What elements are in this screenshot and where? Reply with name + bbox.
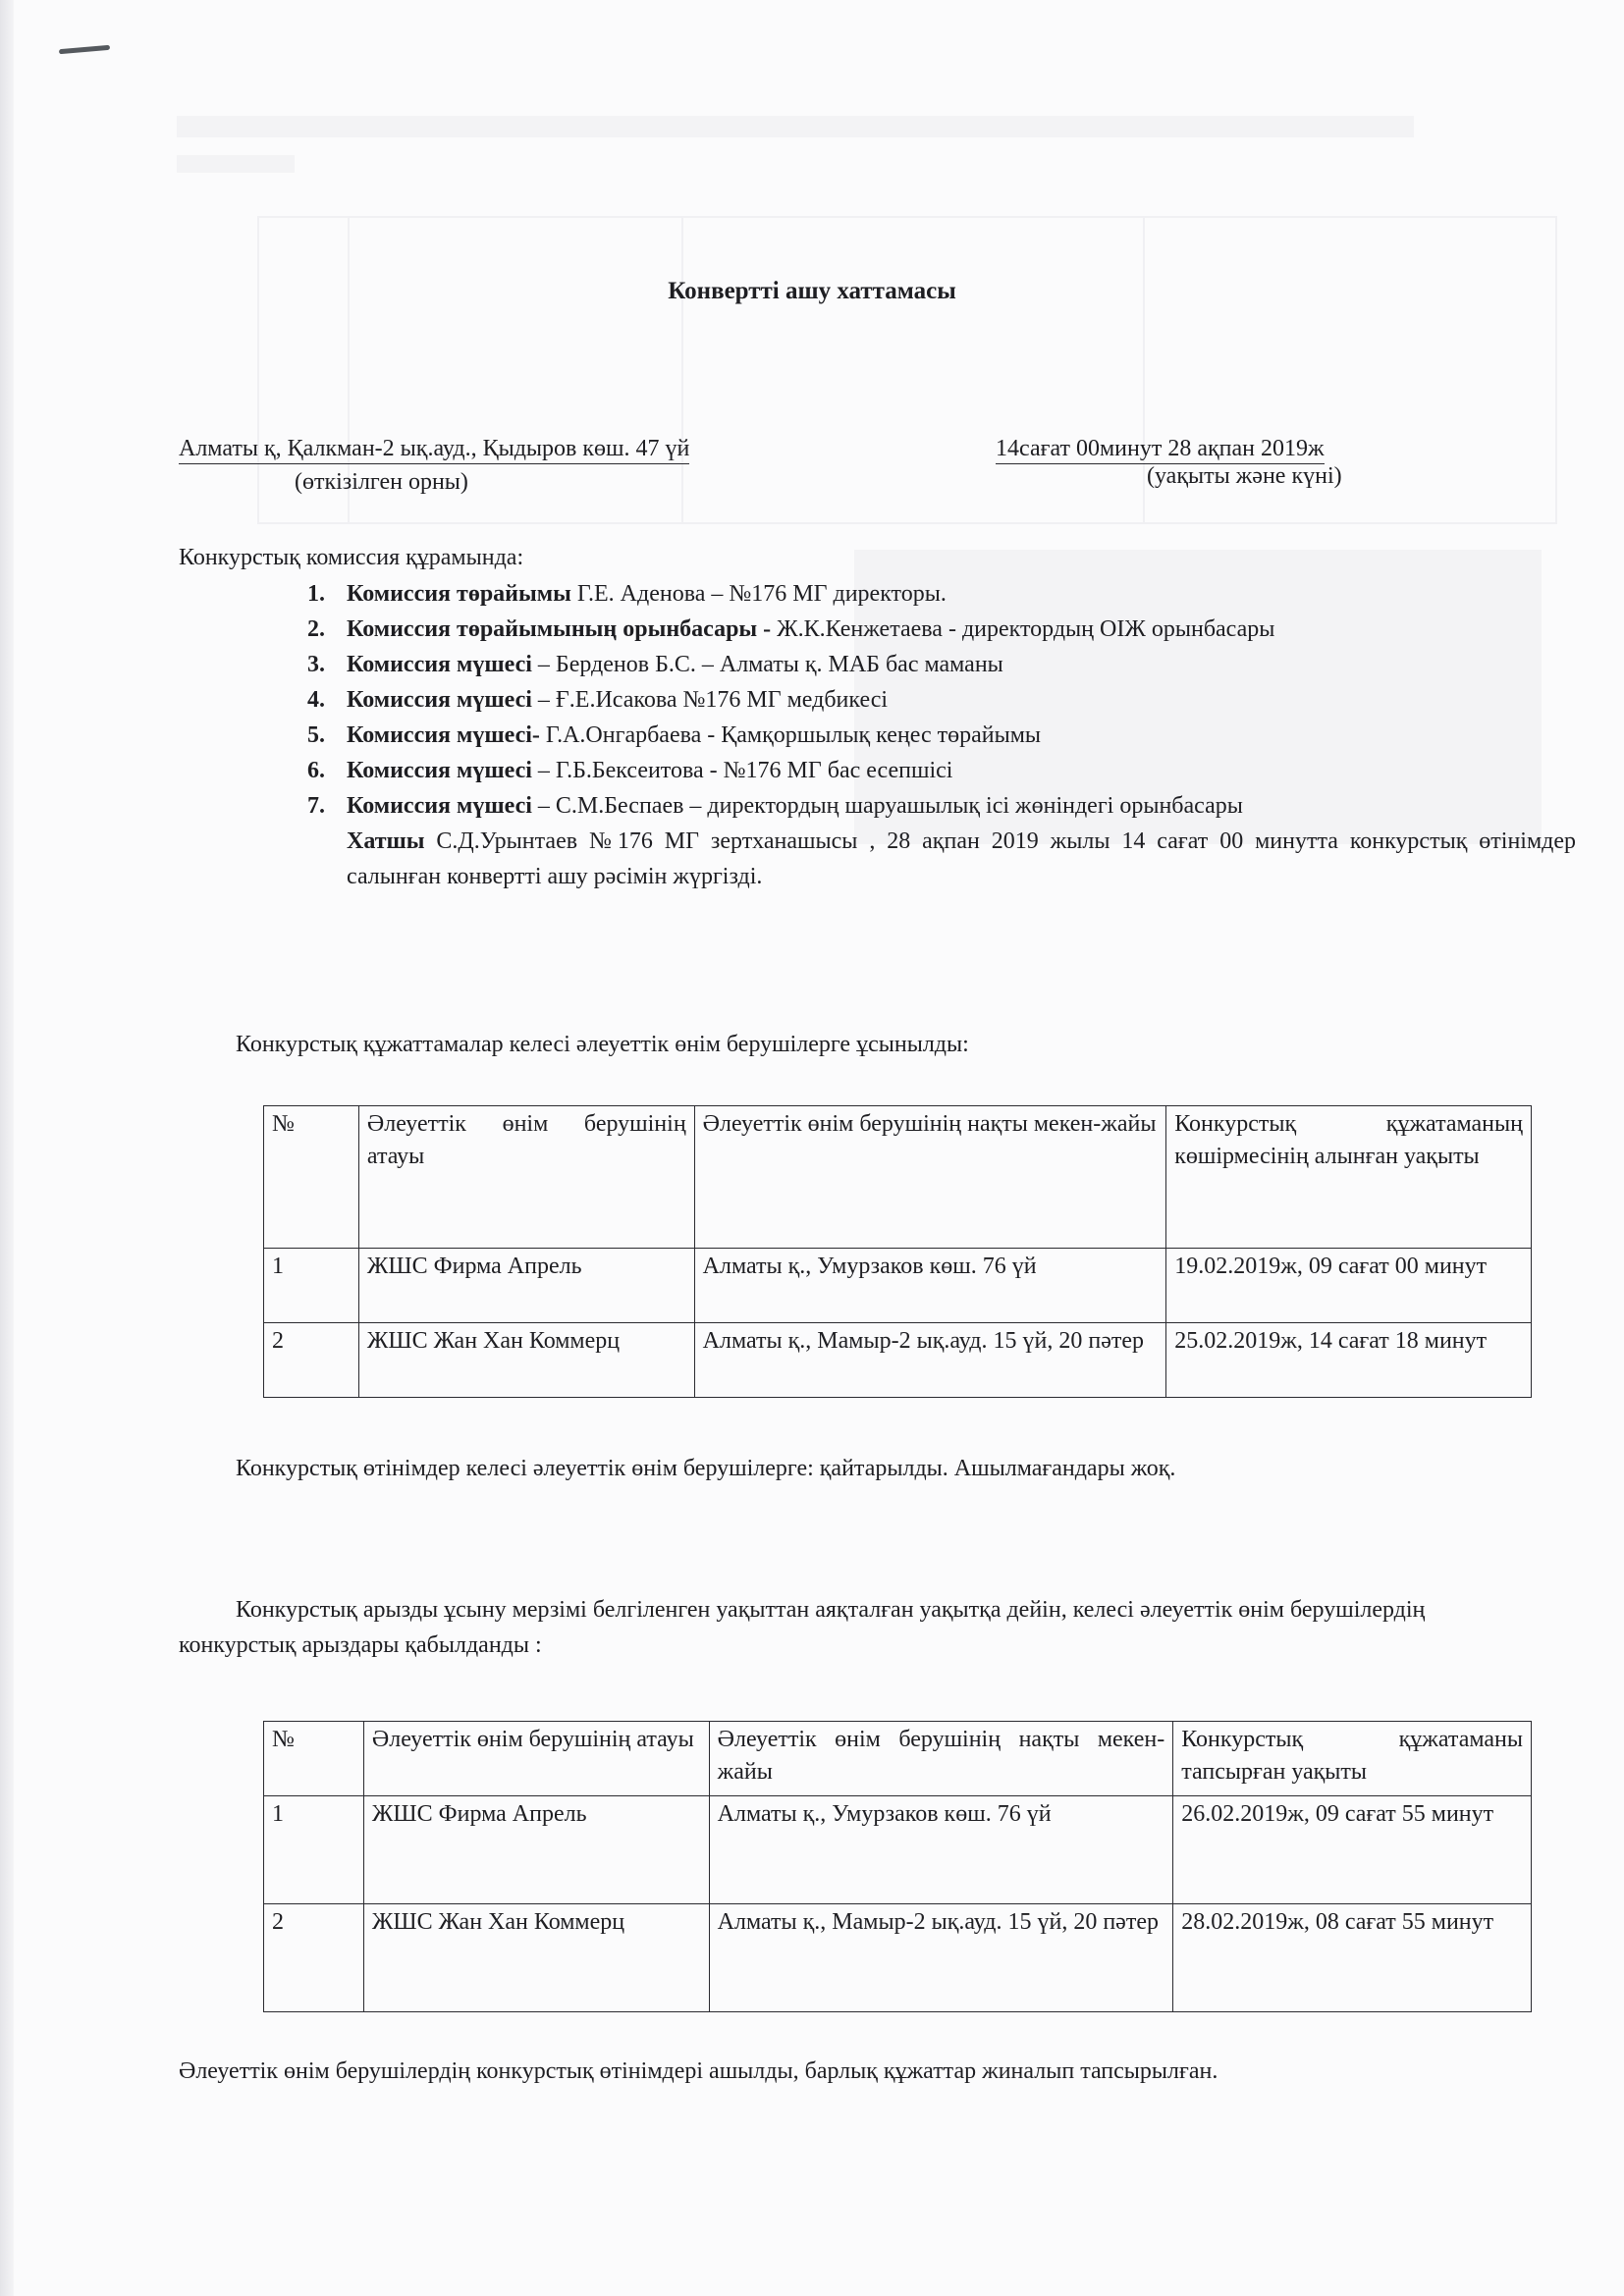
member-text: – Берденов Б.С. – Алматы қ. МАБ бас маманы — [531, 652, 1003, 677]
para-accepted: Конкурстық арызды ұсыну мерзімі белгіленген уақыттан аяқталған уақытқа дейін, келесі әлеуеттік өнім берушілердің конкурстық арыздары қабылданды : — [179, 1597, 1426, 1658]
datetime-value: 14сағат 00минут 28 ақпан 2019ж — [996, 434, 1325, 464]
member-item — [307, 718, 1576, 753]
table-row — [264, 1249, 1532, 1323]
page-title: Конвертті ашу хаттамасы — [668, 278, 956, 304]
member-role: Комиссия мүшесі — [347, 652, 532, 677]
table-row — [264, 1796, 1532, 1904]
cell-supplier-name: ЖШС Жан Хан Коммерц — [358, 1323, 694, 1398]
header-cell: Әлеуеттік өнім берушінің атауы — [363, 1722, 709, 1796]
header-cell: № — [264, 1722, 364, 1796]
header-cell: Конкурстық құжатаманың көшірмесінің алынған уақыты — [1166, 1106, 1532, 1249]
cell-supplier-name: ЖШС Фирма Апрель — [358, 1249, 694, 1323]
header-cell: Конкурстық құжатаманы тапсырған уақыты — [1173, 1722, 1532, 1796]
bleed-through-line — [177, 116, 1414, 137]
cell-address: Алматы қ., Умурзаков көш. 76 үй — [694, 1249, 1166, 1323]
member-role: Комиссия мүшесі — [347, 758, 532, 783]
para-conclusion: Әлеуеттік өнім берушілердің конкурстық өтінімдері ашылды, барлық құжаттар жиналып тапсырылған. — [179, 2058, 1218, 2084]
member-item — [307, 576, 1576, 612]
header-cell: Әлеуеттік өнім берушінің нақты мекен-жайы — [709, 1722, 1173, 1796]
para-docs-provided: Конкурстық құжаттамалар келесі әлеуеттік өнім берушілерге ұсынылды: — [236, 1032, 969, 1057]
member-role: Комиссия мүшесі- — [347, 722, 540, 748]
cell-address: Алматы қ., Мамыр-2 ық.ауд. 15 үй, 20 пәтер — [709, 1904, 1173, 2012]
table-header-row — [264, 1106, 1532, 1249]
secretary-text: С.Д.Урынтаев №176 МГ зертханашысы , 28 ақпан 2019 жылы 14 сағат 00 минутта конкурстық өтінімдер салынған конвертті ашу рәсімін жүргізді. — [347, 828, 1576, 889]
member-number: 3. — [307, 652, 325, 677]
cell-time: 19.02.2019ж, 09 сағат 00 минут — [1166, 1249, 1532, 1323]
member-number: 4. — [307, 687, 325, 713]
member-role: Комиссия мүшесі — [347, 793, 532, 819]
member-item — [307, 612, 1576, 647]
corner-pen-mark — [59, 45, 110, 55]
scan-edge — [0, 0, 14, 2296]
para-returned: Конкурстық өтінімдер келесі әлеуеттік өнім берушілерге: қайтарылды. Ашылмағандары жоқ. — [236, 1456, 1176, 1481]
cell-address: Алматы қ., Умурзаков көш. 76 үй — [709, 1796, 1173, 1904]
member-text: Г.А.Онгарбаева - Қамқоршылық кеңес төрайымы — [539, 722, 1042, 748]
member-role: Комиссия төрайымы — [347, 581, 571, 607]
cell-number: 2 — [264, 1323, 359, 1398]
table-header-row — [264, 1722, 1532, 1796]
member-item — [307, 788, 1576, 824]
member-role: Комиссия мүшесі — [347, 687, 532, 713]
cell-number: 2 — [264, 1904, 364, 2012]
member-text: – Г.Б.Бексеитова - №176 МГ бас есепшісі — [531, 758, 953, 783]
cell-time: 26.02.2019ж, 09 сағат 55 минут — [1173, 1796, 1532, 1904]
member-number: 7. — [307, 793, 325, 819]
header-cell: № — [264, 1106, 359, 1249]
bleed-through-line — [177, 155, 295, 173]
datetime-caption: (уақыты және күні) — [1147, 463, 1342, 489]
table-applications — [263, 1721, 1532, 2012]
member-item — [307, 753, 1576, 788]
table-docs-provided — [263, 1105, 1532, 1398]
member-item — [307, 682, 1576, 718]
venue-value: Алматы қ, Қалкман-2 ық.ауд., Қыдыров көш. 47 үй — [179, 434, 689, 464]
table-row — [264, 1904, 1532, 2012]
cell-supplier-name: ЖШС Фирма Апрель — [363, 1796, 709, 1904]
member-text: Ж.К.Кенжетаева - директордың ОІЖ орынбасары — [771, 616, 1275, 642]
member-text: – Ғ.Е.Исакова №176 МГ медбикесі — [531, 687, 889, 713]
member-number: 2. — [307, 616, 325, 642]
member-number: 1. — [307, 581, 325, 607]
member-role: Комиссия төрайымының орынбасары - — [347, 616, 772, 642]
member-text: – С.М.Беспаев – директордың шаруашылық ісі жөніндегі орынбасары — [531, 793, 1243, 819]
header-cell: Әлеуеттік өнім берушінің нақты мекен-жайы — [694, 1106, 1166, 1249]
secretary-item — [347, 824, 1576, 894]
member-number: 5. — [307, 722, 325, 748]
cell-supplier-name: ЖШС Жан Хан Коммерц — [363, 1904, 709, 2012]
venue-caption: (өткізілген орны) — [295, 469, 468, 495]
cell-number: 1 — [264, 1796, 364, 1904]
cell-time: 25.02.2019ж, 14 сағат 18 минут — [1166, 1323, 1532, 1398]
commission-intro: Конкурстық комиссия құрамында: — [179, 545, 524, 570]
member-text: Г.Е. Аденова – №176 МГ директоры. — [570, 581, 947, 607]
cell-number: 1 — [264, 1249, 359, 1323]
secretary-role: Хатшы — [347, 828, 425, 854]
cell-time: 28.02.2019ж, 08 сағат 55 минут — [1173, 1904, 1532, 2012]
commission-members-list — [302, 576, 1576, 894]
cell-address: Алматы қ., Мамыр-2 ық.ауд. 15 үй, 20 пәтер — [694, 1323, 1166, 1398]
header-cell: Әлеуеттік өнім берушінің атауы — [358, 1106, 694, 1249]
member-item — [307, 647, 1576, 682]
member-number: 6. — [307, 758, 325, 783]
table-row — [264, 1323, 1532, 1398]
